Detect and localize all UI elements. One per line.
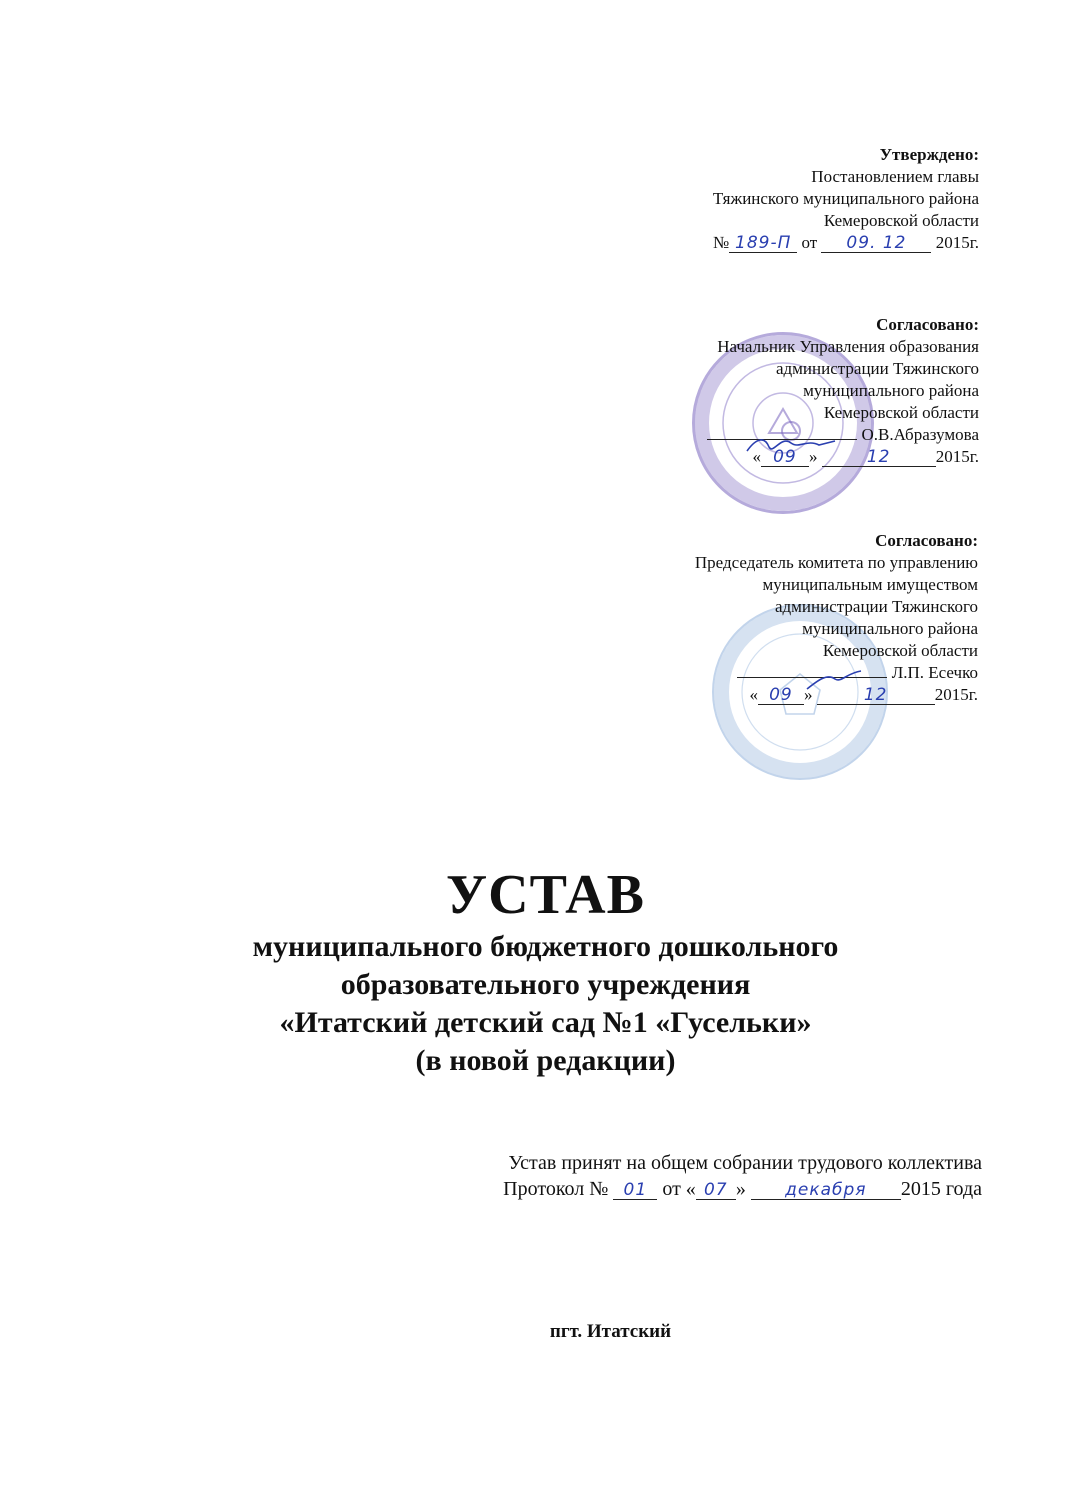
protocol-year: 2015 года (900, 1178, 982, 1200)
document-subtitle-line: образовательного учреждения (340, 968, 751, 1001)
handwritten-month: 12 (817, 686, 935, 705)
protocol-number-date-line (342, 1176, 982, 1202)
handwritten-protocol-number: 01 (613, 1181, 657, 1200)
document-subtitle-line: (в новой редакции) (415, 1044, 676, 1077)
handwritten-month: декабря (751, 1181, 901, 1200)
number-prefix: № (712, 233, 730, 252)
approved-line: Тяжинского муниципального района (712, 189, 979, 208)
approved-line: Постановлением главы (811, 167, 979, 186)
handwritten-signature (737, 677, 887, 678)
handwritten-day: 09 (758, 686, 804, 705)
year-label: 2015г. (935, 447, 979, 466)
agreed-heading: Согласовано: (876, 315, 979, 334)
protocol-date-prefix: от « (662, 1178, 696, 1200)
signatory-name: Л.П. Есечко (891, 663, 978, 682)
handwritten-signature (707, 439, 857, 440)
approved-number-date-line (519, 232, 979, 254)
document-title-block (0, 862, 1091, 1080)
quote-open: « (749, 685, 758, 704)
document-subtitle-line: муниципального бюджетного дошкольного (252, 930, 839, 963)
approved-block (519, 144, 979, 254)
place-name: пгт. Итатский (549, 1321, 672, 1342)
quote-close: » (803, 685, 813, 704)
agreed-line: Кемеровской области (823, 403, 979, 422)
quote-open: « (752, 447, 761, 466)
signature-line (519, 424, 979, 446)
agreed-line: Кемеровской области (822, 641, 978, 660)
document-subtitle-line: «Итатский детский сад №1 «Гусельки» (279, 1006, 812, 1039)
agreed-line: муниципальным имуществом (762, 575, 978, 594)
protocol-number-prefix: Протокол № (503, 1178, 609, 1200)
approved-line: Кемеровской области (823, 211, 979, 230)
quote-close: » (735, 1178, 746, 1200)
agreed-line: муниципального района (802, 619, 978, 638)
agreed-heading: Согласовано: (875, 531, 978, 550)
year-label: 2015г. (935, 233, 979, 252)
agreed-line: администрации Тяжинского (774, 597, 978, 616)
protocol-block (342, 1150, 982, 1202)
approved-heading: Утверждено: (879, 145, 979, 164)
signatory-name: О.В.Абразумова (861, 425, 979, 444)
agreed-education-block (519, 314, 979, 468)
signature-line (518, 662, 978, 684)
date-prefix: от (801, 233, 818, 252)
handwritten-day: 09 (761, 448, 809, 467)
agreed-line: Председатель комитета по управлению (694, 553, 978, 572)
year-label: 2015г. (934, 685, 978, 704)
agreed-line: муниципального района (803, 381, 979, 400)
agreed-line: Начальник Управления образования (717, 337, 979, 356)
handwritten-day: 07 (696, 1181, 736, 1200)
agreed-property-block (518, 530, 978, 706)
protocol-adopted-line: Устав принят на общем собрании трудового коллектива (508, 1152, 982, 1174)
quote-close: » (808, 447, 818, 466)
document-title: УСТАВ (446, 864, 645, 926)
handwritten-number: 189-П (729, 234, 797, 253)
agreed-line: администрации Тяжинского (775, 359, 979, 378)
handwritten-month: 12 (822, 448, 936, 467)
handwritten-date: 09. 12 (821, 234, 931, 253)
